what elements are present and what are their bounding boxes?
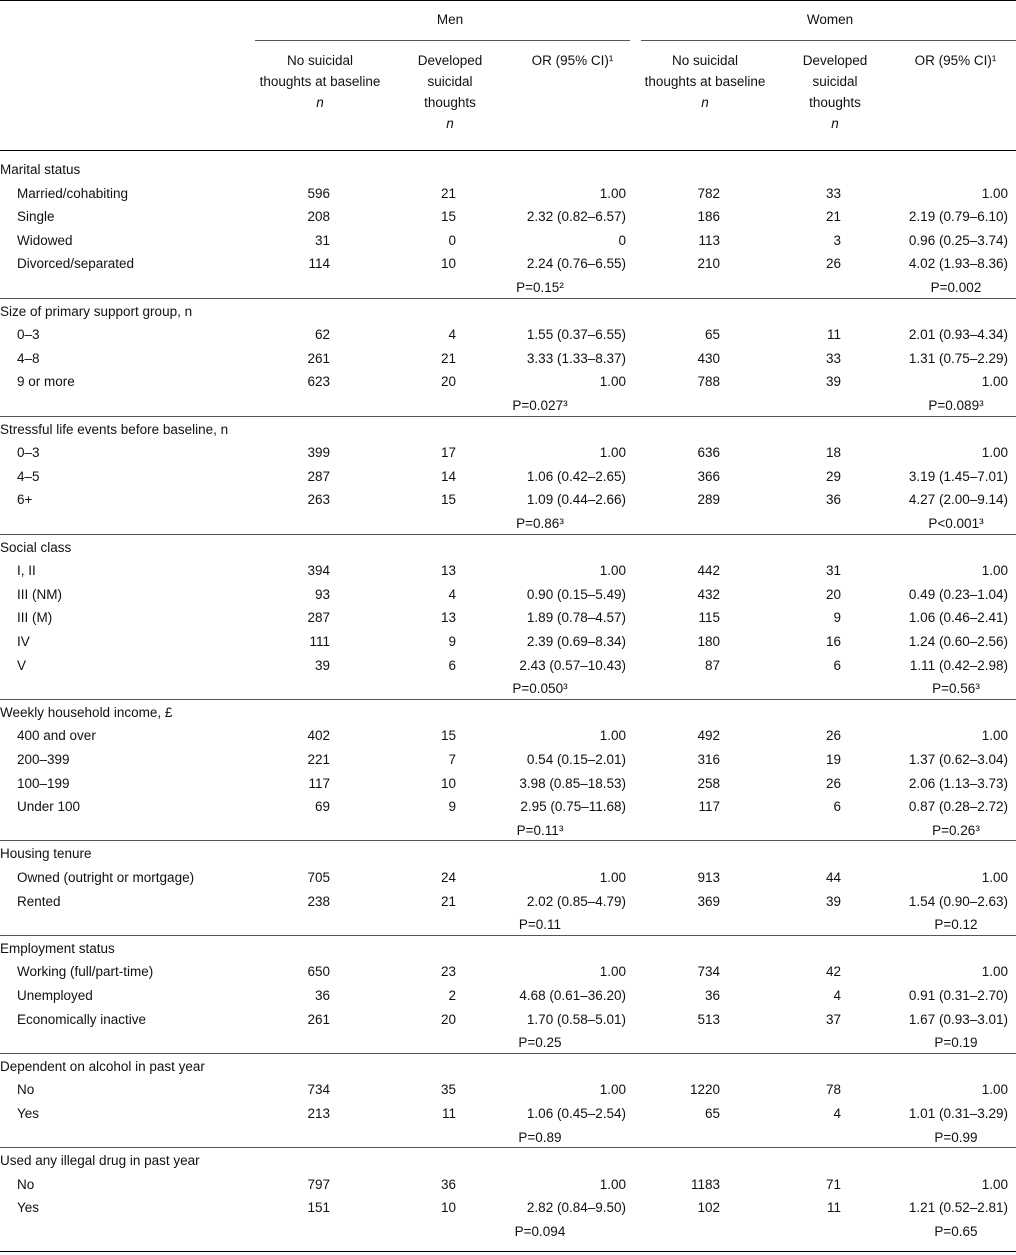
section-title: Social class [0, 539, 72, 555]
section-title: Used any illegal drug in past year [0, 1153, 200, 1169]
table-cell: 9 [833, 610, 841, 626]
table-cell: 39 [825, 893, 841, 909]
row-label: 6+ [17, 492, 33, 508]
table-cell: 26 [825, 775, 841, 791]
table-cell: 1.00 [981, 1082, 1008, 1098]
table-cell: 4.02 (1.93–8.36) [908, 256, 1008, 272]
table-cell: 9 [448, 634, 456, 649]
table-cell: 238 [307, 893, 330, 909]
row-label: IV [17, 634, 30, 649]
table-cell: 0.91 (0.31–2.70) [908, 988, 1008, 1003]
table-cell: 1.00 [599, 728, 626, 744]
table-cell: 0.87 (0.28–2.72) [908, 799, 1008, 815]
p-value-men: P=0.86³ [516, 516, 564, 531]
table-cell: 15 [440, 209, 456, 225]
table-cell: 394 [307, 563, 330, 579]
table-cell: 289 [697, 492, 720, 508]
table-cell: 1.00 [981, 374, 1008, 390]
table-cell: 180 [697, 634, 720, 649]
table-cell: 13 [440, 610, 456, 626]
table-cell: 258 [697, 775, 720, 791]
table-cell: 87 [704, 657, 720, 673]
table-cell: 10 [440, 1200, 456, 1216]
table-cell: 221 [307, 752, 330, 767]
table-cell: 24 [440, 870, 456, 885]
table-cell: 2.24 (0.76–6.55) [526, 256, 626, 272]
table-cell: 2.02 (0.85–4.79) [526, 893, 626, 909]
p-value-women: P=0.99 [934, 1129, 978, 1145]
table-cell: 1.00 [599, 964, 626, 980]
table-cell: 4 [448, 327, 456, 343]
table-cell: 1.00 [981, 445, 1008, 461]
table-cell: 71 [825, 1176, 841, 1192]
table-cell: 1.01 (0.31–3.29) [908, 1106, 1008, 1121]
table-cell: 734 [307, 1082, 330, 1098]
table-cell: 13 [440, 563, 456, 579]
table-cell: 115 [698, 610, 720, 626]
table-cell: 1.00 [599, 374, 626, 390]
table-cell: 102 [697, 1200, 720, 1216]
row-label: 9 or more [17, 374, 75, 390]
table-cell: 4 [448, 586, 456, 602]
p-value-men: P=0.89 [518, 1129, 562, 1145]
table-cell: 1.00 [599, 1082, 626, 1098]
table-cell: 650 [307, 964, 330, 980]
section-title: Weekly household income, £ [0, 704, 173, 720]
row-label: No [17, 1176, 35, 1192]
table-cell: 1.00 [599, 870, 626, 885]
table-cell: 31 [314, 232, 330, 248]
table-cell: 2.06 (1.13–3.73) [908, 775, 1008, 791]
row-label: 4–8 [17, 350, 40, 366]
table-cell: 442 [697, 563, 720, 579]
p-value-women: P<0.001³ [928, 516, 984, 531]
table-cell: 1.00 [599, 445, 626, 461]
table-cell: 1220 [689, 1082, 720, 1098]
table-cell: 10 [440, 256, 456, 272]
p-value-men: P=0.050³ [512, 681, 568, 697]
row-label: III (NM) [17, 586, 62, 602]
men-header: Men [436, 12, 464, 27]
section-rule [0, 534, 1016, 535]
table-cell: 1183 [690, 1176, 720, 1192]
table-cell: 1.09 (0.44–2.66) [526, 492, 626, 508]
table-cell: 21 [825, 209, 841, 225]
table-cell: 0.96 (0.25–3.74) [908, 232, 1008, 248]
section-title: Dependent on alcohol in past year [0, 1058, 205, 1074]
table-cell: 15 [440, 728, 456, 744]
row-label: 4–5 [17, 468, 40, 484]
table-cell: 29 [825, 468, 841, 484]
table-cell: 513 [697, 1011, 720, 1027]
table-cell: 11 [441, 1106, 456, 1121]
table-cell: 261 [307, 1011, 330, 1027]
p-value-men: P=0.25 [518, 1035, 562, 1051]
header-rule [0, 150, 1016, 151]
p-value-men: P=0.15² [516, 280, 564, 295]
table-cell: 36 [825, 492, 841, 508]
table-cell: 316 [697, 752, 720, 767]
table-cell: 36 [314, 988, 330, 1003]
row-label: Under 100 [17, 799, 81, 815]
table-cell: 430 [697, 350, 720, 366]
table-cell: 0.54 (0.15–2.01) [526, 752, 626, 767]
row-label: 0–3 [17, 327, 40, 343]
table-cell: 213 [307, 1106, 330, 1121]
row-label: Married/cohabiting [17, 185, 129, 201]
table-cell: 65 [704, 1106, 720, 1121]
table-cell: 1.00 [981, 563, 1008, 579]
table-cell: 2.95 (0.75–11.68) [520, 799, 626, 815]
table-cell: 2 [448, 988, 456, 1003]
table-cell: 4.27 (2.00–9.14) [908, 492, 1008, 508]
table-cell: 1.24 (0.60–2.56) [908, 634, 1008, 649]
table-cell: 287 [307, 610, 330, 626]
table-cell: 1.00 [981, 728, 1008, 744]
row-label: Divorced/separated [17, 256, 135, 272]
table-cell: 20 [440, 1011, 456, 1027]
table-cell: 2.19 (0.79–6.10) [908, 209, 1008, 225]
women-header: Women [806, 12, 854, 27]
table-cell: 1.00 [981, 1176, 1008, 1192]
section-title: Size of primary support group, n [0, 303, 193, 319]
row-label: Rented [17, 893, 61, 909]
row-label: Owned (outright or mortgage) [17, 870, 195, 885]
row-label: No [17, 1082, 35, 1098]
table-cell: 1.06 (0.46–2.41) [908, 610, 1008, 626]
table-cell: 151 [307, 1200, 330, 1216]
table-cell: 111 [309, 634, 330, 649]
table-cell: 23 [440, 964, 456, 980]
table-cell: 1.06 (0.45–2.54) [526, 1106, 626, 1121]
row-label: Working (full/part-time) [17, 964, 154, 980]
p-value-men: P=0.027³ [512, 398, 568, 413]
table-cell: 114 [308, 256, 330, 272]
table-cell: 1.54 (0.90–2.63) [908, 893, 1008, 909]
table-cell: 432 [697, 586, 720, 602]
bottom-rule [0, 1251, 1016, 1252]
section-rule [0, 840, 1016, 841]
table-cell: 6 [448, 657, 456, 673]
table-cell: 3.19 (1.45–7.01) [908, 468, 1008, 484]
table-cell: 65 [704, 327, 720, 343]
p-value-women: P=0.56³ [932, 681, 980, 697]
table-cell: 117 [698, 799, 720, 815]
table-cell: 16 [825, 634, 841, 649]
table-cell: 11 [826, 1200, 841, 1216]
table-cell: 3.98 (0.85–18.53) [519, 775, 626, 791]
row-label: III (M) [17, 610, 53, 626]
p-value-women: P=0.12 [934, 917, 978, 933]
table-cell: 1.70 (0.58–5.01) [526, 1011, 626, 1027]
table-cell: 44 [825, 870, 841, 885]
table-cell: 492 [697, 728, 720, 744]
table-cell: 26 [825, 728, 841, 744]
table-cell: 11 [826, 327, 841, 343]
table-cell: 1.31 (0.75–2.29) [908, 350, 1008, 366]
table-cell: 33 [825, 185, 841, 201]
table-cell: 2.01 (0.93–4.34) [908, 327, 1008, 343]
row-label: I, II [17, 563, 36, 579]
table-cell: 1.67 (0.93–3.01) [908, 1011, 1008, 1027]
table-cell: 596 [307, 185, 330, 201]
men-col-developed: Developed suicidal thoughts n [417, 53, 483, 131]
table-cell: 734 [697, 964, 720, 980]
table-cell: 3.33 (1.33–8.37) [526, 350, 626, 366]
table-cell: 4 [833, 988, 841, 1003]
table-cell: 1.00 [599, 1176, 626, 1192]
table-cell: 1.00 [599, 185, 626, 201]
men-col-no-thoughts: No suicidal thoughts at baseline n [259, 53, 381, 110]
row-label: Economically inactive [17, 1011, 147, 1027]
table-cell: 9 [448, 799, 456, 815]
table-cell: 17 [440, 445, 456, 461]
row-label: 100–199 [17, 775, 70, 791]
p-value-women: P=0.26³ [932, 822, 980, 838]
table-cell: 1.21 (0.52–2.81) [908, 1200, 1008, 1216]
section-rule [0, 298, 1016, 299]
table-cell: 4.68 (0.61–36.20) [519, 988, 626, 1003]
table-cell: 366 [697, 468, 720, 484]
table-cell: 21 [440, 893, 456, 909]
table-cell: 78 [825, 1082, 841, 1098]
table-cell: 263 [307, 492, 330, 508]
p-value-women: P=0.089³ [928, 398, 984, 413]
table-cell: 1.00 [599, 563, 626, 579]
p-value-women: P=0.19 [934, 1035, 978, 1051]
table-cell: 2.43 (0.57–10.43) [519, 657, 626, 673]
table-cell: 261 [307, 350, 330, 366]
table-cell: 14 [440, 468, 456, 484]
table-cell: 1.06 (0.42–2.65) [526, 468, 626, 484]
p-value-women: P=0.65 [934, 1224, 978, 1239]
table-cell: 26 [825, 256, 841, 272]
p-value-men: P=0.094 [514, 1224, 566, 1239]
table-cell: 0.90 (0.15–5.49) [526, 586, 626, 602]
table-cell: 788 [697, 374, 720, 390]
top-rule [0, 0, 1016, 1]
men-header-rule [255, 40, 630, 41]
women-header-rule [641, 40, 1016, 41]
women-col-no-thoughts: No suicidal thoughts at baseline n [644, 53, 766, 110]
table-cell: 36 [704, 988, 720, 1003]
table-cell: 39 [825, 374, 841, 390]
table-cell: 210 [697, 256, 720, 272]
table-cell: 782 [697, 185, 720, 201]
table-cell: 10 [440, 775, 456, 791]
section-title: Stressful life events before baseline, n [0, 421, 229, 437]
table-cell: 797 [307, 1176, 330, 1192]
table-cell: 35 [440, 1082, 456, 1098]
table-cell: 3 [833, 232, 841, 248]
table-cell: 69 [314, 799, 330, 815]
table-cell: 0 [448, 232, 456, 248]
table-cell: 7 [448, 752, 456, 767]
table-cell: 6 [833, 657, 841, 673]
section-rule [0, 1053, 1016, 1054]
p-value-men: P=0.11³ [516, 822, 564, 838]
table-cell: 6 [833, 799, 841, 815]
row-label: 200–399 [17, 752, 70, 767]
table-cell: 623 [307, 374, 330, 390]
table-cell: 186 [697, 209, 720, 225]
men-col-or: OR (95% CI)¹ [531, 53, 614, 68]
row-label: Single [17, 209, 55, 225]
table-cell: 1.00 [981, 964, 1008, 980]
table-cell: 18 [825, 445, 841, 461]
table-cell: 20 [440, 374, 456, 390]
table-cell: 21 [440, 185, 456, 201]
table-cell: 2.39 (0.69–8.34) [526, 634, 626, 649]
row-label: Yes [17, 1106, 40, 1121]
table-cell: 15 [440, 492, 456, 508]
table-cell: 2.82 (0.84–9.50) [526, 1200, 626, 1216]
table-cell: 636 [697, 445, 720, 461]
section-rule [0, 1147, 1016, 1148]
row-label: Unemployed [17, 988, 93, 1003]
table-cell: 399 [307, 445, 330, 461]
table-cell: 0.49 (0.23–1.04) [908, 586, 1008, 602]
table-cell: 705 [307, 870, 330, 885]
row-label: V [17, 657, 27, 673]
section-title: Marital status [0, 162, 81, 177]
table-cell: 37 [825, 1011, 841, 1027]
table-cell: 2.32 (0.82–6.57) [526, 209, 626, 225]
table-cell: 1.11 (0.42–2.98) [909, 657, 1008, 673]
table-cell: 113 [698, 232, 720, 248]
table-cell: 0 [618, 232, 626, 248]
section-rule [0, 699, 1016, 700]
table-cell: 287 [307, 468, 330, 484]
section-title: Housing tenure [0, 846, 92, 862]
table-cell: 20 [825, 586, 841, 602]
women-col-or: OR (95% CI)¹ [914, 53, 997, 68]
table-cell: 369 [697, 893, 720, 909]
table-cell: 1.00 [981, 185, 1008, 201]
table-cell: 93 [314, 586, 330, 602]
section-rule [0, 935, 1016, 936]
table-cell: 42 [825, 964, 841, 980]
table-cell: 1.89 (0.78–4.57) [526, 610, 626, 626]
p-value-women: P=0.002 [930, 280, 982, 295]
row-label: 0–3 [17, 445, 40, 461]
table-cell: 39 [314, 657, 330, 673]
table-cell: 4 [833, 1106, 841, 1121]
row-label: 400 and over [17, 728, 96, 744]
women-col-developed: Developed suicidal thoughts n [802, 53, 868, 131]
row-label: Yes [17, 1200, 40, 1216]
row-label: Widowed [17, 232, 73, 248]
table-cell: 1.55 (0.37–6.55) [526, 327, 626, 343]
table-cell: 62 [314, 327, 330, 343]
table-cell: 33 [825, 350, 841, 366]
table-cell: 19 [825, 752, 841, 767]
table-cell: 913 [697, 870, 720, 885]
table-cell: 21 [440, 350, 456, 366]
table-cell: 117 [308, 775, 330, 791]
table-cell: 1.00 [981, 870, 1008, 885]
table-cell: 208 [307, 209, 330, 225]
section-title: Employment status [0, 940, 115, 956]
section-rule [0, 416, 1016, 417]
table-cell: 402 [307, 728, 330, 744]
table-cell: 31 [825, 563, 841, 579]
p-value-men: P=0.11 [518, 917, 562, 933]
table-cell: 36 [440, 1176, 456, 1192]
table-cell: 1.37 (0.62–3.04) [908, 752, 1008, 767]
